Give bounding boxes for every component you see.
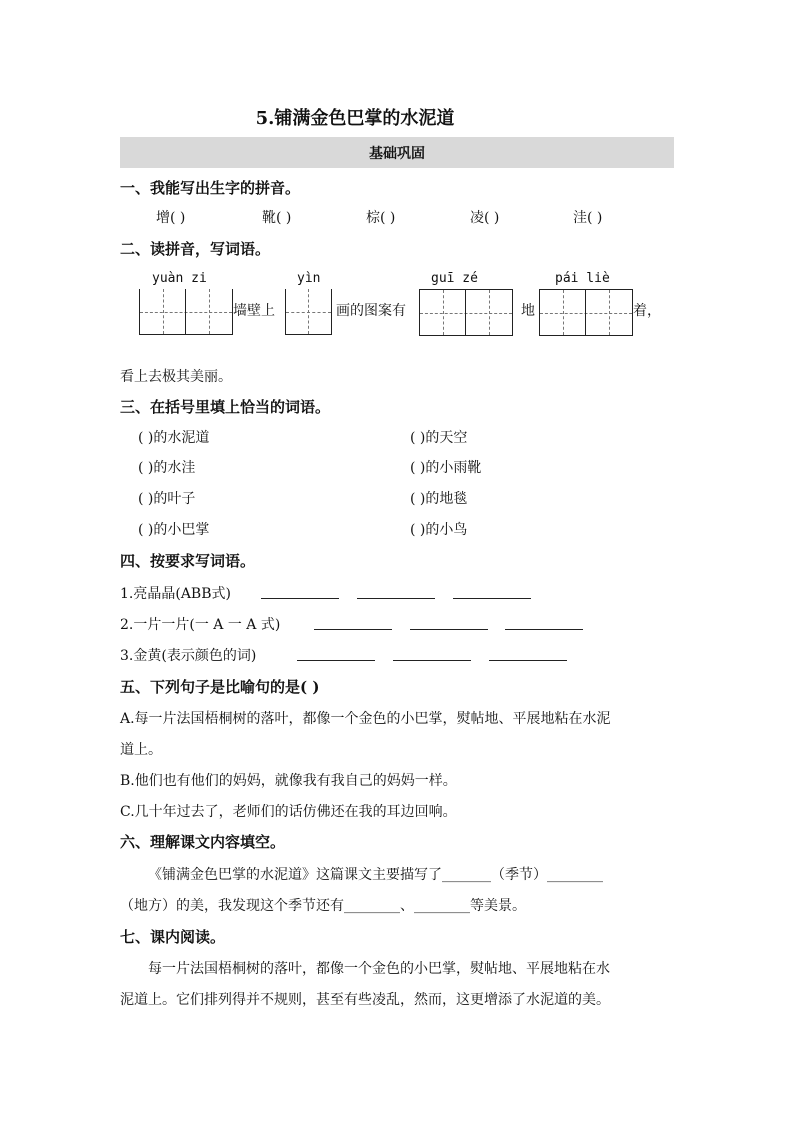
pinyin-label-1: yuàn zi	[152, 271, 207, 286]
answer-blank[interactable]	[314, 629, 392, 630]
fill-right-2: ( )的小雨靴	[410, 460, 482, 476]
word-task-2: 2.一片一片(一 A 一 A 式)	[120, 617, 281, 633]
writing-grid-4[interactable]	[539, 289, 633, 336]
page-title-text: 5.铺满金色巴掌的水泥道	[255, 108, 455, 129]
pinyin-label-4: pái liè	[555, 271, 610, 286]
grid-text-2: 画的图案有	[336, 303, 406, 319]
answer-blank[interactable]	[505, 629, 583, 630]
answer-blank[interactable]	[489, 660, 567, 661]
fill-right-1: ( )的天空	[410, 430, 468, 446]
reading-line-1: 每一片法国梧桐树的落叶，都像一个金色的小巴掌，熨帖地、平展地粘在水	[148, 961, 610, 977]
section-5-heading: 五、下列句子是比喻句的是( )	[120, 678, 320, 696]
pinyin-label-2: yìn	[297, 271, 321, 286]
fill-left-4: ( )的小巴掌	[138, 522, 210, 538]
section-4-heading: 四、按要求写词语。	[120, 552, 256, 570]
pinyin-item-5: 洼( )	[573, 210, 603, 226]
writing-grid-3[interactable]	[419, 289, 513, 336]
answer-blank[interactable]	[453, 598, 531, 599]
fill-left-1: ( )的水泥道	[138, 430, 210, 446]
grid-text-3: 地	[521, 303, 535, 319]
pinyin-label-3: guī zé	[431, 271, 478, 286]
fill-left-2: ( )的水洼	[138, 460, 196, 476]
pinyin-item-4: 凌( )	[470, 210, 500, 226]
section-6-heading: 六、理解课文内容填空。	[120, 833, 286, 851]
section-7-heading: 七、课内阅读。	[120, 928, 226, 946]
fill-left-3: ( )的叶子	[138, 491, 196, 507]
pinyin-item-2: 靴( )	[262, 210, 292, 226]
section-6-line-2: （地方）的美，我发现这个季节还有________、________等美景。	[120, 898, 526, 914]
pinyin-item-3: 棕( )	[366, 210, 396, 226]
word-task-3: 3.金黄(表示颜色的词)	[120, 648, 257, 664]
section-band-label: 基础巩固	[369, 146, 425, 162]
section-3-heading: 三、在括号里填上恰当的词语。	[120, 398, 331, 416]
section-6-line-1: 《铺满金色巴掌的水泥道》这篇课文主要描写了_______（季节）________	[148, 867, 603, 883]
word-task-1: 1.亮晶晶(ABB式)	[120, 586, 231, 602]
option-c: C.几十年过去了，老师们的话仿佛还在我的耳边回响。	[120, 804, 457, 820]
option-a-line-1: A.每一片法国梧桐树的落叶，都像一个金色的小巴掌，熨帖地、平展地粘在水泥	[120, 711, 611, 727]
grid-text-1: 墙壁上	[233, 303, 275, 319]
reading-line-2: 泥道上。它们排列得并不规则，甚至有些凌乱，然而，这更增添了水泥道的美。	[120, 992, 610, 1008]
answer-blank[interactable]	[261, 598, 339, 599]
answer-blank[interactable]	[357, 598, 435, 599]
option-a-line-2: 道上。	[120, 742, 162, 758]
writing-grid-2[interactable]	[285, 289, 332, 335]
writing-grid-1[interactable]	[139, 289, 233, 335]
section-2-tail: 看上去极其美丽。	[120, 369, 232, 385]
section-2-heading: 二、读拼音，写词语。	[120, 240, 271, 258]
fill-right-4: ( )的小鸟	[410, 522, 468, 538]
option-b: B.他们也有他们的妈妈，就像我有我自己的妈妈一样。	[120, 773, 457, 789]
fill-right-3: ( )的地毯	[410, 491, 468, 507]
section-1-heading: 一、我能写出生字的拼音。	[120, 179, 301, 197]
answer-blank[interactable]	[410, 629, 488, 630]
grid-text-4: 着，	[633, 303, 661, 319]
pinyin-item-1: 增( )	[156, 210, 186, 226]
page-title	[0, 104, 794, 130]
answer-blank[interactable]	[393, 660, 471, 661]
answer-blank[interactable]	[297, 660, 375, 661]
